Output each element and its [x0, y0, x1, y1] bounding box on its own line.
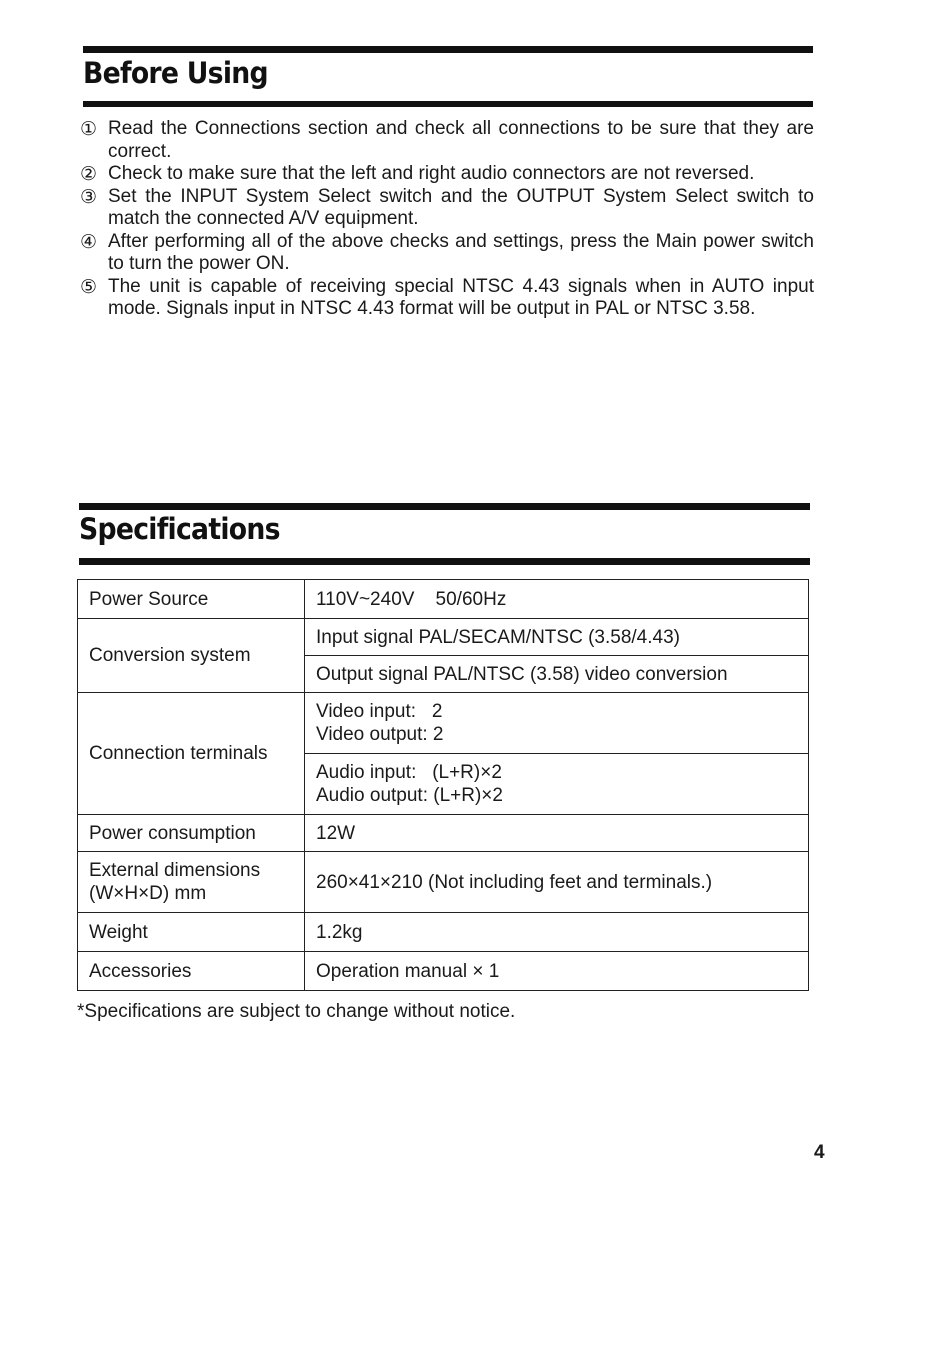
audio-terminals-value	[305, 754, 809, 815]
bottom-rule-before-using	[83, 101, 813, 107]
step-item	[80, 231, 814, 276]
before-using-steps	[80, 118, 814, 321]
step-item	[80, 163, 814, 186]
video-output-line: Video output: 2	[316, 724, 444, 745]
table-row	[78, 580, 809, 619]
step-text: The unit is capable of receiving special NTSC 4.43 signals when in AUTO input mode. Signals input in NTSC 4.43 format will be output in PAL or NTSC 3.58.	[108, 275, 814, 319]
before-using-heading: Before Using	[83, 56, 268, 90]
power-consumption-label: Power consumption	[78, 815, 305, 852]
top-rule-before-using	[83, 46, 813, 53]
conversion-system-label: Conversion system	[78, 619, 305, 693]
table-row	[78, 952, 809, 991]
step-text: Set the INPUT System Select switch and the OUTPUT System Select switch to match the connected A/V equipment.	[108, 185, 814, 229]
table-row	[78, 852, 809, 913]
step-text: Check to make sure that the left and right audio connectors are not reversed.	[108, 163, 755, 184]
specifications-table	[77, 579, 809, 991]
audio-output-line: Audio output: (L+R)×2	[316, 785, 503, 806]
top-rule-specifications	[79, 503, 810, 510]
external-dimensions-label	[78, 852, 305, 913]
accessories-label: Accessories	[78, 952, 305, 991]
step-number: ①	[80, 118, 98, 140]
step-number: ②	[80, 163, 98, 185]
table-row	[78, 815, 809, 852]
power-source-value: 110V~240V 50/60Hz	[305, 580, 809, 619]
step-number: ⑤	[80, 275, 98, 298]
power-source-label: Power Source	[78, 580, 305, 619]
step-number: ④	[80, 230, 98, 253]
weight-value: 1.2kg	[305, 913, 809, 952]
conversion-output-value: Output signal PAL/NTSC (3.58) video conversion	[305, 656, 809, 693]
connection-terminals-label: Connection terminals	[78, 693, 305, 815]
power-consumption-value: 12W	[305, 815, 809, 852]
specifications-note: *Specifications are subject to change without notice.	[77, 1001, 516, 1022]
external-dimensions-value: 260×41×210 (Not including feet and terminals.)	[305, 852, 809, 913]
video-input-line: Video input: 2	[316, 701, 443, 722]
step-text: After performing all of the above checks and settings, press the Main power switch to turn the power ON.	[108, 230, 814, 274]
step-number: ③	[80, 185, 98, 208]
step-item	[80, 186, 814, 231]
table-row	[78, 693, 809, 754]
external-dimensions-label-line1: External dimensions	[89, 860, 261, 881]
step-item	[80, 118, 814, 163]
conversion-input-value: Input signal PAL/SECAM/NTSC (3.58/4.43)	[305, 619, 809, 656]
bottom-rule-specifications	[79, 558, 810, 565]
table-row	[78, 913, 809, 952]
accessories-value: Operation manual × 1	[305, 952, 809, 991]
weight-label: Weight	[78, 913, 305, 952]
table-row	[78, 619, 809, 656]
step-text: Read the Connections section and check all connections to be sure that they are correct.	[108, 118, 814, 162]
external-dimensions-label-line2: (W×H×D) mm	[89, 883, 207, 904]
specifications-heading: Specifications	[79, 512, 280, 546]
step-item	[80, 276, 814, 321]
audio-input-line: Audio input: (L+R)×2	[316, 762, 502, 783]
page-number: 4	[814, 1142, 825, 1163]
video-terminals-value	[305, 693, 809, 754]
